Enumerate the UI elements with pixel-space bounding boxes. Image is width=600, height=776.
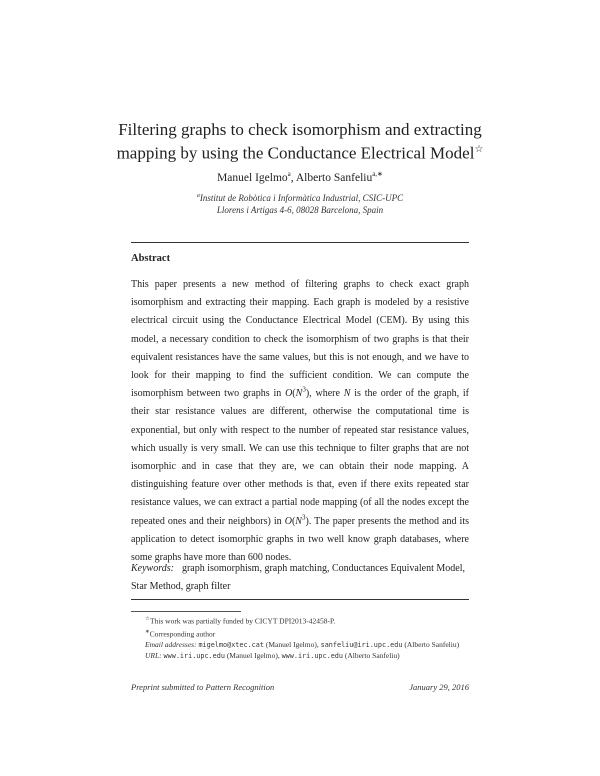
affiliation <box>100 190 500 216</box>
footer-journal: Preprint submitted to Pattern Recognition <box>131 682 275 692</box>
url-2-name: (Alberto Sanfeliu) <box>344 650 400 660</box>
footnote-emails <box>131 640 469 651</box>
url-label: URL: <box>145 650 162 660</box>
abstract-body <box>131 276 469 567</box>
open-paren: ( <box>292 388 296 400</box>
url-1-name: (Manuel Igelmo), <box>226 650 280 660</box>
keywords <box>131 560 469 596</box>
footnote-funding-text: This work was partially funded by CICYT DPI2013-42458-P. <box>149 616 336 626</box>
url-link-2[interactable]: www.iri.upc.edu <box>281 651 343 660</box>
title-line-1: Filtering graphs to check isomorphism and extracting <box>118 120 482 139</box>
affiliation-mark: a <box>196 193 200 199</box>
footnote-corresponding-mark: ∗ <box>145 629 150 635</box>
exponent-3-2: 3 <box>301 513 306 522</box>
n-symbol-2: N <box>343 388 351 400</box>
footnote-corresponding-text: Corresponding author <box>149 629 216 639</box>
exponent-3: 3 <box>302 385 306 394</box>
close-paren: ) <box>305 388 310 400</box>
footnotes <box>131 614 469 661</box>
big-o-symbol: O <box>285 388 293 400</box>
author-separator: , <box>290 171 296 184</box>
abstract-text-4: . The paper presents the method and its application to detect isomorphic graphs in two well know graph databases, where some graphs have more than 600 nodes. <box>131 515 469 564</box>
url-link-1[interactable]: www.iri.upc.edu <box>163 651 225 660</box>
affiliation-line-2: Llorens i Artigas 4-6, 08028 Barcelona, Spain <box>216 205 384 215</box>
footnote-funding-mark: ☆ <box>145 616 150 622</box>
abstract-top-rule <box>131 242 469 243</box>
author-name-2: Alberto Sanfeliu <box>295 171 373 184</box>
close-paren-2: ) <box>305 515 309 527</box>
abstract-text-2: , where <box>309 388 344 400</box>
author-2-mark: a,∗ <box>372 170 383 178</box>
paper-title <box>100 120 500 164</box>
email-1-name: (Manuel Igelmo), <box>265 640 319 649</box>
abstract-text-1: This paper presents a new method of filtering graphs to check exact graph isomorphism and extracting their mapping. Each graph is modeled by a resistive electrical circuit using the Conductance Electrical Model (CEM). By using this model, a necessary condition to check the isomorphism of two graphs is that their equivalent resistances have the same values, but this is not enough, and we have to look for their mapping to find the sufficient condition. We can compute the isomorphism between two graphs in <box>131 279 469 400</box>
n-symbol: N <box>295 388 303 400</box>
page-footer <box>131 682 469 692</box>
abstract-bottom-rule <box>131 599 469 600</box>
email-label: Email addresses: <box>145 640 197 649</box>
title-footnote-mark: ☆ <box>474 144 484 155</box>
email-link-1[interactable]: migelmo@xtec.cat <box>198 641 264 649</box>
email-link-2[interactable]: sanfeliu@iri.upc.edu <box>320 641 403 649</box>
footer-date: January 29, 2016 <box>409 682 469 692</box>
author-list <box>100 170 500 184</box>
open-paren-2: ( <box>291 515 296 527</box>
author-name-1: Manuel Igelmo <box>217 171 288 184</box>
email-2-name: (Alberto Sanfeliu) <box>404 640 460 649</box>
keywords-text: graph isomorphism, graph matching, Conductances Equivalent Model, Star Method, graph filter <box>131 563 465 593</box>
abstract-text-3: is the order of the graph, if their star resistance values are different, otherwise the computational time is exponential, but only with respect to the number of repeated star resistance values, which usually is very small. We can use this technique to filter graphs that are not isomorphic and in case that they are, we can obtain their node mapping. A distinguishing feature over other methods is that, even if there exits repeated star resistance values, we can extract a partial node mapping (of all the nodes except the repeated ones and their neighbors) in <box>131 388 469 527</box>
footnote-corresponding <box>131 627 469 640</box>
author-1-mark: a <box>287 170 291 178</box>
footnote-rule <box>131 611 241 612</box>
footnote-funding <box>131 614 469 627</box>
title-line-2: mapping by using the Conductance Electrical Model <box>116 143 475 163</box>
footnote-urls <box>131 651 469 662</box>
n-symbol-3: N <box>295 515 302 527</box>
abstract-heading: Abstract <box>131 253 171 264</box>
big-o-symbol-2: O <box>284 515 292 527</box>
keywords-label: Keywords: <box>131 563 174 574</box>
affiliation-line-1: Institut de Robòtica i Informàtica Industrial, CSIC-UPC <box>199 193 404 203</box>
